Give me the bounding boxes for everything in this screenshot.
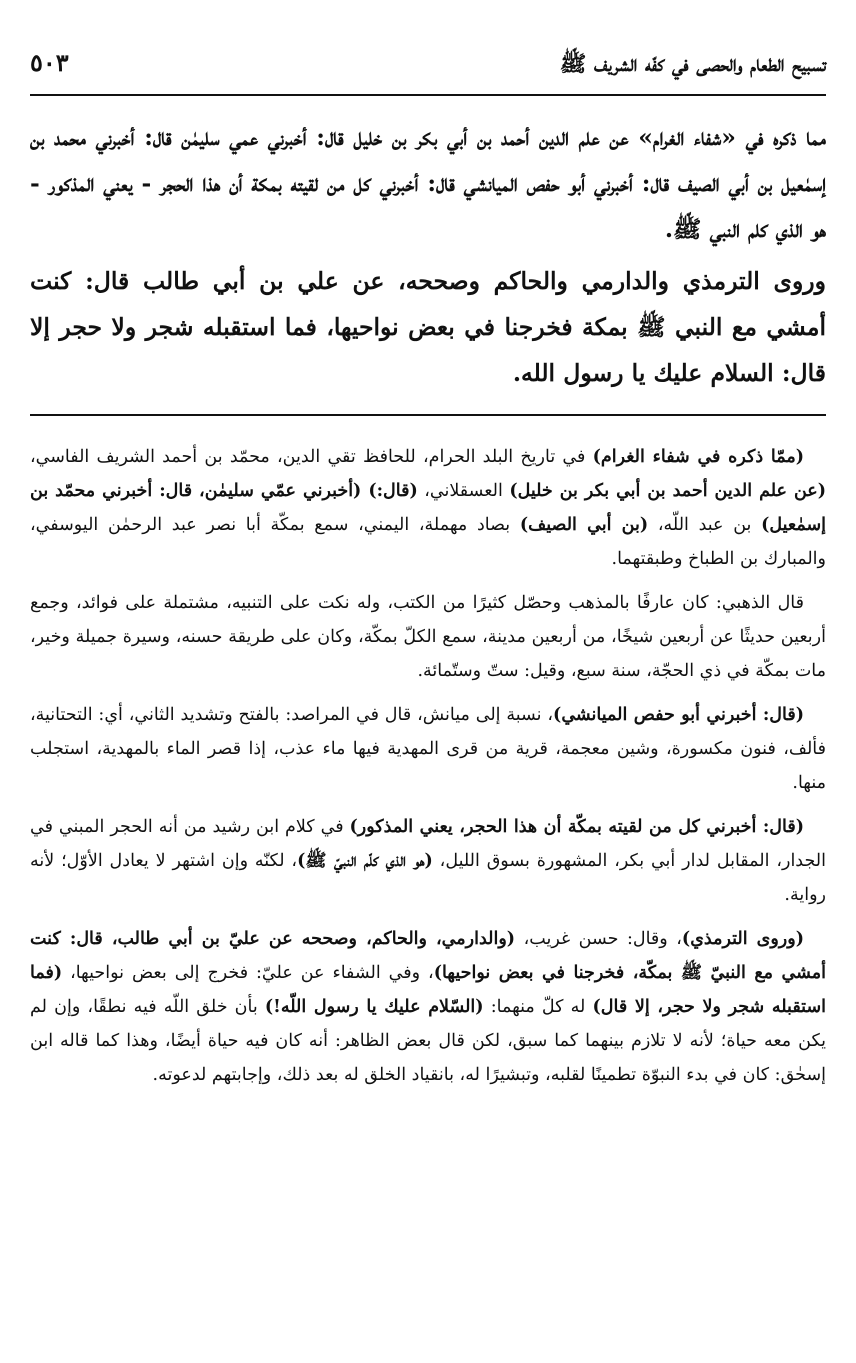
commentary-text: بأن خلق اللّه فيه نطقًا، وإن لم يكن معه حياة؛ لأنه لا تلازم بينهما كما سبق، لكن قال بعض الظاهر: أنه كان فيه حياة أيضًا، وهذا كما قاله ابن إسحٰق: كان في بدء النبوّة تطمينًا لقلبه، وتبشيرًا له، بانقياد الخلق له بعد ذلك، وإجابتهم لدعوته. [30,997,826,1085]
commentary-text: بن عبد اللّه، [648,515,762,535]
main-paragraph: وروى الترمذي والدارمي والحاكم وصححه، عن علي بن أبي طالب قال: كنت أمشي مع النبي ﷺ بمكة فخرجنا في بعض نواحيها، فما استقبله شجر ولا حجر إلا قال: السلام عليك يا رسول الله. [30,267,826,387]
commentary-text: في تاريخ البلد الحرام، للحافظ تقي الدين، محمّد بن أحمد الشريف الفاسي، [30,447,593,467]
commentary-text: ، نسبة إلى ميانش، قال في المراصد: بالفتح وتشديد الثاني، أي: التحتانية، فألف، فنون مكسورة، وشين معجمة، قرية من قرى المهدية فيها ماء عذب، إذا قصر الماء بالمهدية، استجلب منها. [30,705,826,793]
commentary-paragraph [30,440,826,576]
commentary-text: بصاد مهملة، اليمني، سمع بمكّة أبا نصر عبد الرحمٰن اليوسفي، والمبارك بن الطباخ وطبقتهما. [30,515,826,569]
commentary-text: العسقلاني، [417,481,510,501]
quoted-text: (فما استقبله شجر ولا حجر، إلا قال) [30,963,826,1017]
commentary-paragraph [30,810,826,912]
page-number: ٥٠٣ [30,48,69,77]
main-paragraph: مما ذكره في «شفاء الغرام» عن علم الدين أحمد بن أبي بكر بن خليل قال: أخبرني عمي سليمٰن قال: أخبرني محمد بن إسمٰعيل بن أبي الصيف قال: أخبرني أبو حفص الميانشي قال: أخبرني كل من لقيته بمكة أن هذا الحجر - يعني المذكور - هو الذي كلم النبي ﷺ. [30,123,826,243]
commentary-text: ، وفي الشفاء عن عليّ: فخرج إلى بعض نواحيها، [62,963,434,983]
commentary [30,440,826,1092]
main-text [30,114,826,396]
commentary-text: له كلّ منهما: [483,997,593,1017]
quoted-text: (السّلام عليك يا رسول اللّه!) [264,997,484,1017]
quoted-text: (هو الذي كلّم النبيّ ﷺ) [297,851,433,871]
quoted-text: (قال:) (أخبرني عمّي سليمٰن، قال: أخبرني محمّد بن إسمٰعيل) [30,481,827,535]
commentary-text: ، وقال: حسن غريب، [515,929,682,949]
quoted-text: (وروى الترمذي) [681,929,804,949]
quoted-text: (قال: أخبرني كل من لقيته بمكّة أن هذا الحجر، يعني المذكور) [349,817,804,837]
quoted-text: (بن أبي الصيف) [519,515,649,535]
book-page [30,48,826,1343]
commentary-paragraph [30,698,826,800]
footnote-divider [30,414,826,416]
commentary-paragraph: قال الذهبي: كان عارفًا بالمذهب وحصّل كثيرًا من الكتب، وله نكت على التنبيه، مشتملة على فوائد، وجمع أربعين حديثًا عن أربعين شيخًا، من أربعين مدينة، سمع الكلّ بمكّة، وكان على طريقة حسنه، وسيرة جميلة وخير، مات بمكّة في ذي الحجّة، سنة سبع، وقيل: ستّ وستّمائة. [30,593,826,681]
quoted-text: (ممّا ذكره في شفاء الغرام) [592,447,804,467]
commentary-text: ، لكنّه وإن اشتهر لا يعادل الأوّل؛ لأنه رواية. [30,851,826,905]
quoted-text: (والدارمي، والحاكم، وصححه عن عليّ بن أبي طالب، قال: كنت أمشي مع النبيّ ﷺ بمكّة، فخرجنا في بعض نواحيها) [30,929,826,983]
page-header [30,48,826,96]
commentary-text: في كلام ابن رشيد من أنه الحجر المبني في الجدار، المقابل لدار أبي بكر، المشهورة بسوق الليل، [30,817,826,871]
commentary-paragraph [30,922,826,1092]
quoted-text: (عن علم الدين أحمد بن أبي بكر بن خليل) [509,481,827,501]
running-title: تسبيح الطعام والحصى في كفّه الشريف ﷺ [559,51,826,77]
quoted-text: (قال: أخبرني أبو حفص الميانشي) [553,705,804,725]
